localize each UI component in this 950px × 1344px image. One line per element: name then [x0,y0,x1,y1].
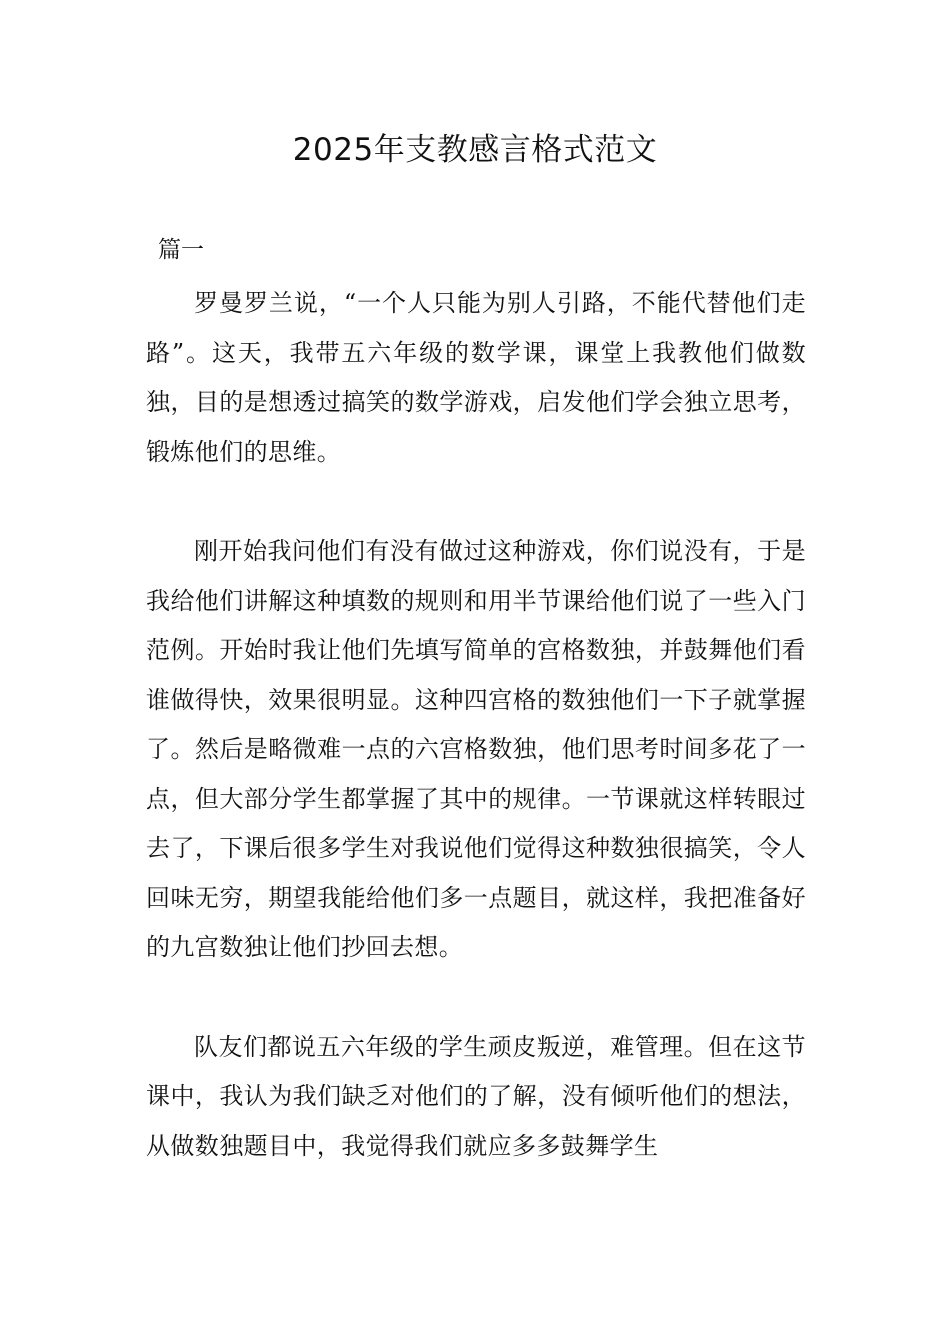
document-body [146,279,806,1221]
section-label: 篇一 [158,237,204,263]
paragraph-3: 队友们都说五六年级的学生顽皮叛逆，难管理。但在这节课中，我认为我们缺乏对他们的了解，没有倾听他们的想法，从做数独题目中，我觉得我们就应多多鼓舞学生 [146,1032,806,1160]
document-title: 2025年支教感言格式范文 [292,132,658,168]
paragraph-2: 刚开始我问他们有没有做过这种游戏，你们说没有，于是我给他们讲解这种填数的规则和用半节课给他们说了一些入门范例。开始时我让他们先填写简单的宫格数独，并鼓舞他们看谁做得快，效果很明显。这种四宫格的数独他们一下子就掌握了。然后是略微难一点的六宫格数独，他们思考时间多花了一点，但大部分学生都掌握了其中的规律。一节课就这样转眼过去了，下课后很多学生对我说他们觉得这种数独很搞笑，令人回味无穷，期望我能给他们多一点题目，就这样，我把准备好的九宫数独让他们抄回去想。 [146,537,806,961]
paragraph-1: 罗曼罗兰说，“一个人只能为别人引路，不能代替他们走路”。这天，我带五六年级的数学课，课堂上我教他们做数独，目的是想透过搞笑的数学游戏，启发他们学会独立思考，锻炼他们的思维。 [146,289,806,466]
